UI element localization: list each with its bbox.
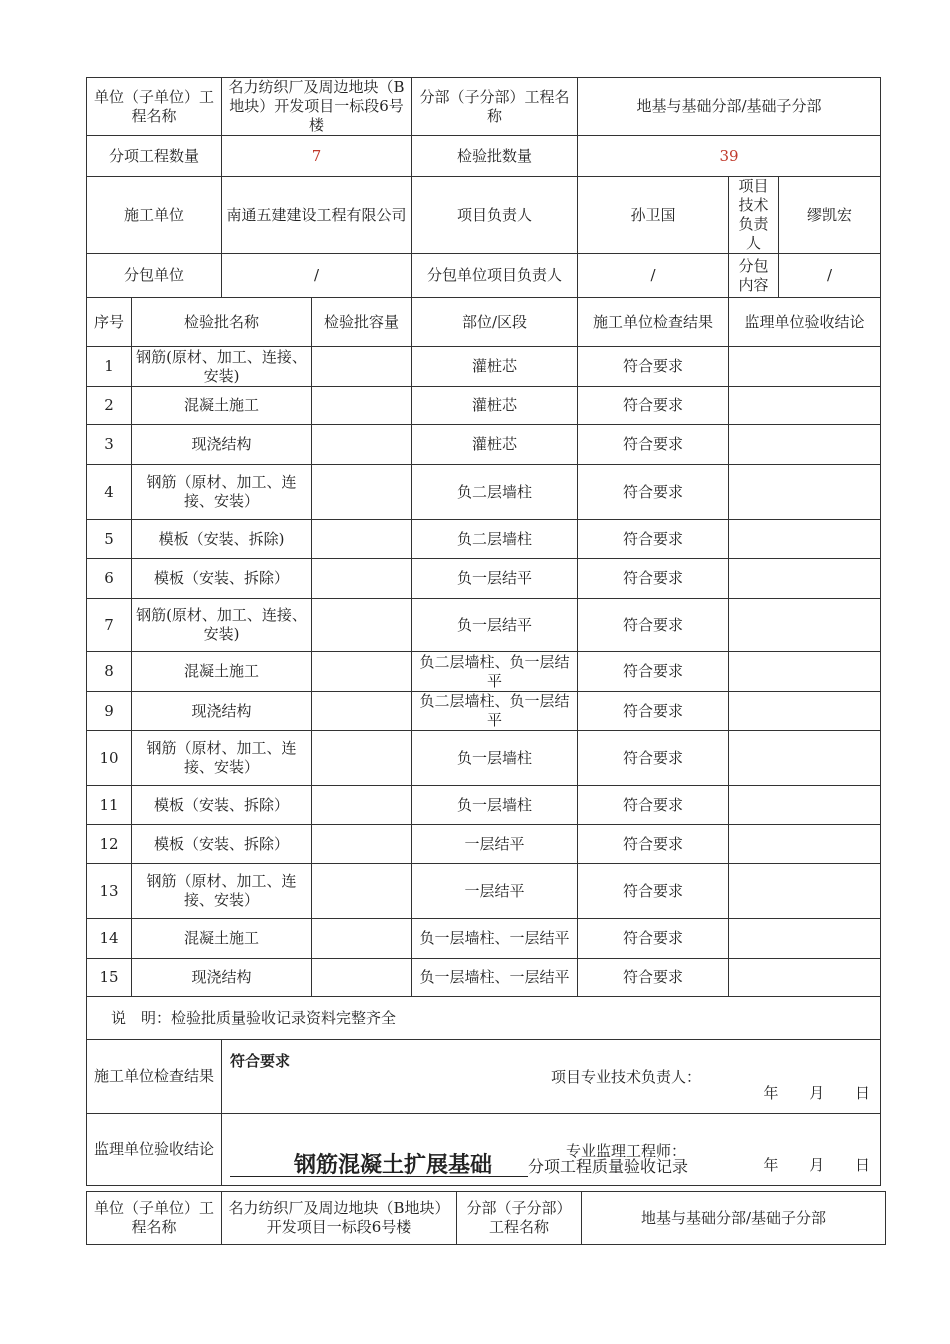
sub-content-value: / (779, 254, 881, 298)
row-result: 符合要求 (578, 347, 729, 387)
row-conclusion (729, 786, 881, 825)
row-name: 模板（安装、拆除） (132, 786, 312, 825)
subitem-count-label: 分项工程数量 (87, 136, 222, 177)
row-capacity (312, 652, 412, 692)
contractor-value: 南通五建建设工程有限公司 (222, 177, 412, 254)
tech-lead-value: 缪凯宏 (779, 177, 881, 254)
row-name: 现浇结构 (132, 425, 312, 465)
row-conclusion (729, 692, 881, 731)
pm-value: 孙卫国 (578, 177, 729, 254)
row-result: 符合要求 (578, 520, 729, 559)
row-location: 负二层墙柱、负一层结平 (412, 652, 578, 692)
row-location: 一层结平 (412, 825, 578, 864)
row-no: 11 (87, 786, 132, 825)
row-location: 负二层墙柱 (412, 465, 578, 520)
row-capacity (312, 786, 412, 825)
row-conclusion (729, 919, 881, 959)
row-result: 符合要求 (578, 387, 729, 425)
header-row-unit (87, 78, 881, 136)
contractor-check-row (87, 1040, 881, 1114)
tech-lead-label: 项目技术负责人 (729, 177, 779, 254)
row-location: 负一层结平 (412, 559, 578, 599)
row-result: 符合要求 (578, 864, 729, 919)
row-name: 模板（安装、拆除) (132, 520, 312, 559)
title-bold: 钢筋混凝土扩展基础 (294, 1148, 492, 1177)
row-capacity (312, 599, 412, 652)
row-no: 1 (87, 347, 132, 387)
col-header-name: 检验批名称 (132, 298, 312, 347)
subitem-count-value: 7 (222, 136, 412, 177)
contractor-check-result: 符合要求 (230, 1052, 291, 1070)
next-header-row (87, 1192, 886, 1245)
sub-pm-label: 分包单位项目负责人 (412, 254, 578, 298)
supervisor-check-date: 年 月 日 (763, 1156, 871, 1174)
row-no: 5 (87, 520, 132, 559)
row-no: 9 (87, 692, 132, 731)
row-result: 符合要求 (578, 599, 729, 652)
row-name: 现浇结构 (132, 959, 312, 997)
row-name: 钢筋（原材、加工、连接、安装） (132, 864, 312, 919)
table-row (87, 786, 881, 825)
sub-unit-label: 分包单位 (87, 254, 222, 298)
row-conclusion (729, 599, 881, 652)
table-row (87, 559, 881, 599)
table-row (87, 919, 881, 959)
row-result: 符合要求 (578, 652, 729, 692)
row-capacity (312, 825, 412, 864)
row-conclusion (729, 425, 881, 465)
row-result: 符合要求 (578, 692, 729, 731)
row-capacity (312, 387, 412, 425)
contractor-check-cell (222, 1040, 881, 1114)
table-row (87, 825, 881, 864)
col-header-location: 部位/区段 (412, 298, 578, 347)
table-row (87, 387, 881, 425)
division-value: 地基与基础分部/基础子分部 (578, 78, 881, 136)
row-capacity (312, 692, 412, 731)
subitem-acceptance-table (86, 77, 881, 1186)
row-result: 符合要求 (578, 425, 729, 465)
row-capacity (312, 559, 412, 599)
row-location: 负二层墙柱、负一层结平 (412, 692, 578, 731)
col-header-capacity: 检验批容量 (312, 298, 412, 347)
row-name: 钢筋（原材、加工、连接、安装） (132, 465, 312, 520)
row-name: 混凝土施工 (132, 387, 312, 425)
row-conclusion (729, 959, 881, 997)
table-row (87, 692, 881, 731)
row-capacity (312, 959, 412, 997)
row-location: 负一层墙柱、一层结平 (412, 919, 578, 959)
row-result: 符合要求 (578, 786, 729, 825)
row-location: 负一层结平 (412, 599, 578, 652)
sub-content-label: 分包内容 (729, 254, 779, 298)
batch-count-label: 检验批数量 (412, 136, 578, 177)
contractor-check-label: 施工单位检查结果 (87, 1040, 222, 1114)
row-capacity (312, 347, 412, 387)
title-blank-left (230, 1148, 294, 1177)
row-location: 灌桩芯 (412, 387, 578, 425)
row-location: 负一层墙柱、一层结平 (412, 959, 578, 997)
supervisor-check-label: 监理单位验收结论 (87, 1114, 222, 1186)
row-conclusion (729, 465, 881, 520)
row-capacity (312, 425, 412, 465)
supervisor-check-signer: 专业监理工程师： (566, 1142, 687, 1160)
table-row (87, 731, 881, 786)
unit-value: 名力纺织厂及周边地块（B地块）开发项目一标段6号楼 (222, 78, 412, 136)
row-result: 符合要求 (578, 959, 729, 997)
row-name: 现浇结构 (132, 692, 312, 731)
row-result: 符合要求 (578, 825, 729, 864)
header-row-contractor (87, 177, 881, 254)
column-header-row (87, 298, 881, 347)
batch-count-value: 39 (578, 136, 881, 177)
row-conclusion (729, 825, 881, 864)
next-division-label: 分部（子分部）工程名称 (457, 1192, 582, 1245)
row-name: 钢筋(原材、加工、连接、安装) (132, 347, 312, 387)
contractor-check-signer: 项目专业技术负责人： (551, 1068, 702, 1086)
next-section-table (86, 1191, 886, 1245)
row-no: 4 (87, 465, 132, 520)
row-no: 7 (87, 599, 132, 652)
row-conclusion (729, 652, 881, 692)
row-location: 负一层墙柱 (412, 786, 578, 825)
row-name: 钢筋(原材、加工、连接、安装) (132, 599, 312, 652)
row-no: 2 (87, 387, 132, 425)
table-row (87, 959, 881, 997)
row-location: 负一层墙柱 (412, 731, 578, 786)
pm-label: 项目负责人 (412, 177, 578, 254)
row-name: 混凝土施工 (132, 652, 312, 692)
row-capacity (312, 520, 412, 559)
col-header-conclusion: 监理单位验收结论 (729, 298, 881, 347)
row-result: 符合要求 (578, 559, 729, 599)
title-blank-right (492, 1148, 528, 1177)
row-result: 符合要求 (578, 919, 729, 959)
row-capacity (312, 919, 412, 959)
contractor-label: 施工单位 (87, 177, 222, 254)
header-row-count (87, 136, 881, 177)
col-header-result: 施工单位检查结果 (578, 298, 729, 347)
row-conclusion (729, 520, 881, 559)
table-row (87, 520, 881, 559)
row-capacity (312, 465, 412, 520)
row-location: 负二层墙柱 (412, 520, 578, 559)
next-unit-value: 名力纺织厂及周边地块（B地块）开发项目一标段6号楼 (222, 1192, 457, 1245)
col-header-no: 序号 (87, 298, 132, 347)
row-conclusion (729, 731, 881, 786)
row-name: 混凝土施工 (132, 919, 312, 959)
row-name: 模板（安装、拆除） (132, 559, 312, 599)
table-row (87, 425, 881, 465)
row-conclusion (729, 864, 881, 919)
row-conclusion (729, 559, 881, 599)
sub-unit-value: / (222, 254, 412, 298)
row-name: 钢筋（原材、加工、连接、安装） (132, 731, 312, 786)
row-no: 3 (87, 425, 132, 465)
table-row (87, 599, 881, 652)
next-division-value: 地基与基础分部/基础子分部 (582, 1192, 886, 1245)
contractor-check-date: 年 月 日 (763, 1084, 871, 1102)
division-label: 分部（子分部）工程名称 (412, 78, 578, 136)
row-name: 模板（安装、拆除） (132, 825, 312, 864)
row-conclusion (729, 347, 881, 387)
row-conclusion (729, 387, 881, 425)
next-unit-label: 单位（子单位）工程名称 (87, 1192, 222, 1245)
next-section-title (230, 1148, 910, 1182)
row-location: 灌桩芯 (412, 347, 578, 387)
row-no: 13 (87, 864, 132, 919)
sub-pm-value: / (578, 254, 729, 298)
row-no: 15 (87, 959, 132, 997)
note-row (87, 997, 881, 1040)
table-row (87, 347, 881, 387)
table-row (87, 864, 881, 919)
row-capacity (312, 731, 412, 786)
table-row (87, 465, 881, 520)
row-no: 14 (87, 919, 132, 959)
row-no: 10 (87, 731, 132, 786)
row-result: 符合要求 (578, 465, 729, 520)
row-capacity (312, 864, 412, 919)
row-location: 一层结平 (412, 864, 578, 919)
row-result: 符合要求 (578, 731, 729, 786)
table-row (87, 652, 881, 692)
header-row-subcontract (87, 254, 881, 298)
row-no: 8 (87, 652, 132, 692)
note-text: 说 明：检验批质量验收记录资料完整齐全 (87, 997, 881, 1040)
row-location: 灌桩芯 (412, 425, 578, 465)
row-no: 6 (87, 559, 132, 599)
unit-label: 单位（子单位）工程名称 (87, 78, 222, 136)
row-no: 12 (87, 825, 132, 864)
title-rest: 分项工程质量验收记录 (528, 1157, 689, 1176)
